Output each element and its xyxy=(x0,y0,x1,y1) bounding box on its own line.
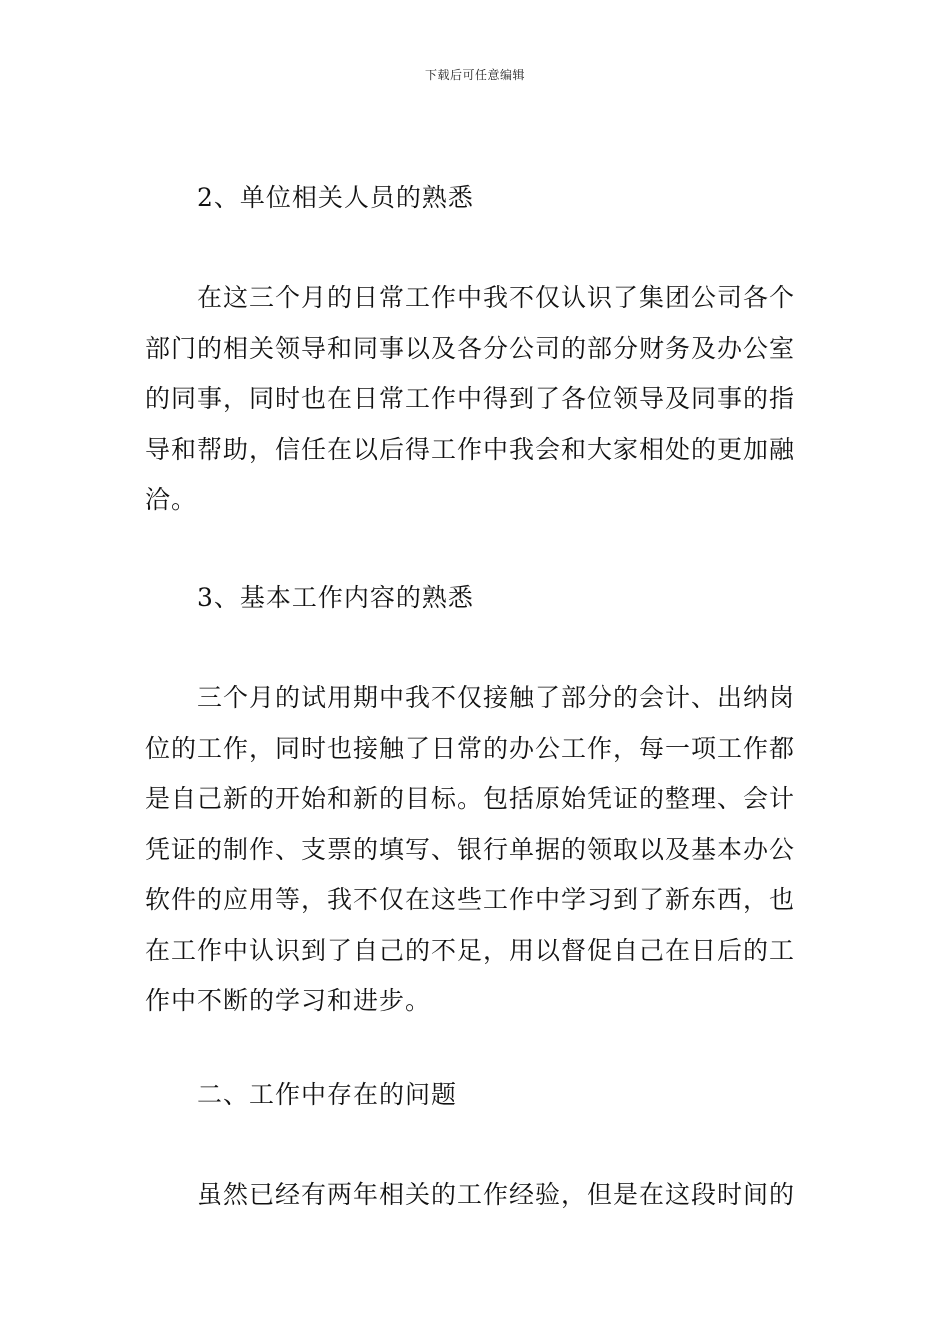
paragraph-line: 导和帮助，信任在以后得工作中我会和大家相处的更加融 xyxy=(145,434,796,464)
section-heading-work-content xyxy=(145,573,807,624)
paragraph-line: 洽。 xyxy=(145,485,198,514)
section-heading-problems xyxy=(145,1070,807,1121)
header-note: 下载后可任意编辑 xyxy=(424,68,525,82)
paragraph-line: 软件的应用等，我不仅在这些工作中学习到了新东西，也 xyxy=(145,885,796,914)
paragraph-line: 位的工作，同时也接触了日常的办公工作，每一项工作都 xyxy=(145,733,796,763)
paragraph-line: 在这三个月的日常工作中我不仅认识了集团公司各个 xyxy=(197,283,796,312)
heading-text: 3、基本工作内容的熟悉 xyxy=(197,583,474,612)
paragraph-problems xyxy=(145,1170,807,1221)
paragraph-line: 的同事，同时也在日常工作中得到了各位领导及同事的指 xyxy=(145,384,796,413)
paragraph-line: 作中不断的学习和进步。 xyxy=(145,986,432,1015)
paragraph-work-content xyxy=(145,673,807,1027)
paragraph-line: 虽然已经有两年相关的工作经验，但是在这段时间的 xyxy=(197,1180,796,1209)
section-heading-staff xyxy=(145,173,807,224)
paragraph-line: 三个月的试用期中我不仅接触了部分的会计、出纳岗 xyxy=(197,683,796,712)
paragraph-line: 是自己新的开始和新的目标。包括原始凭证的整理、会计 xyxy=(145,784,796,813)
heading-text: 二、工作中存在的问题 xyxy=(197,1080,458,1109)
paragraph-line: 凭证的制作、支票的填写、银行单据的领取以及基本办公 xyxy=(145,834,796,864)
heading-text: 2、单位相关人员的熟悉 xyxy=(197,183,474,212)
paragraph-staff xyxy=(145,273,807,526)
paragraph-line: 部门的相关领导和同事以及各分公司的部分财务及办公室 xyxy=(145,333,796,363)
paragraph-line: 在工作中认识到了自己的不足，用以督促自己在日后的工 xyxy=(145,935,796,965)
